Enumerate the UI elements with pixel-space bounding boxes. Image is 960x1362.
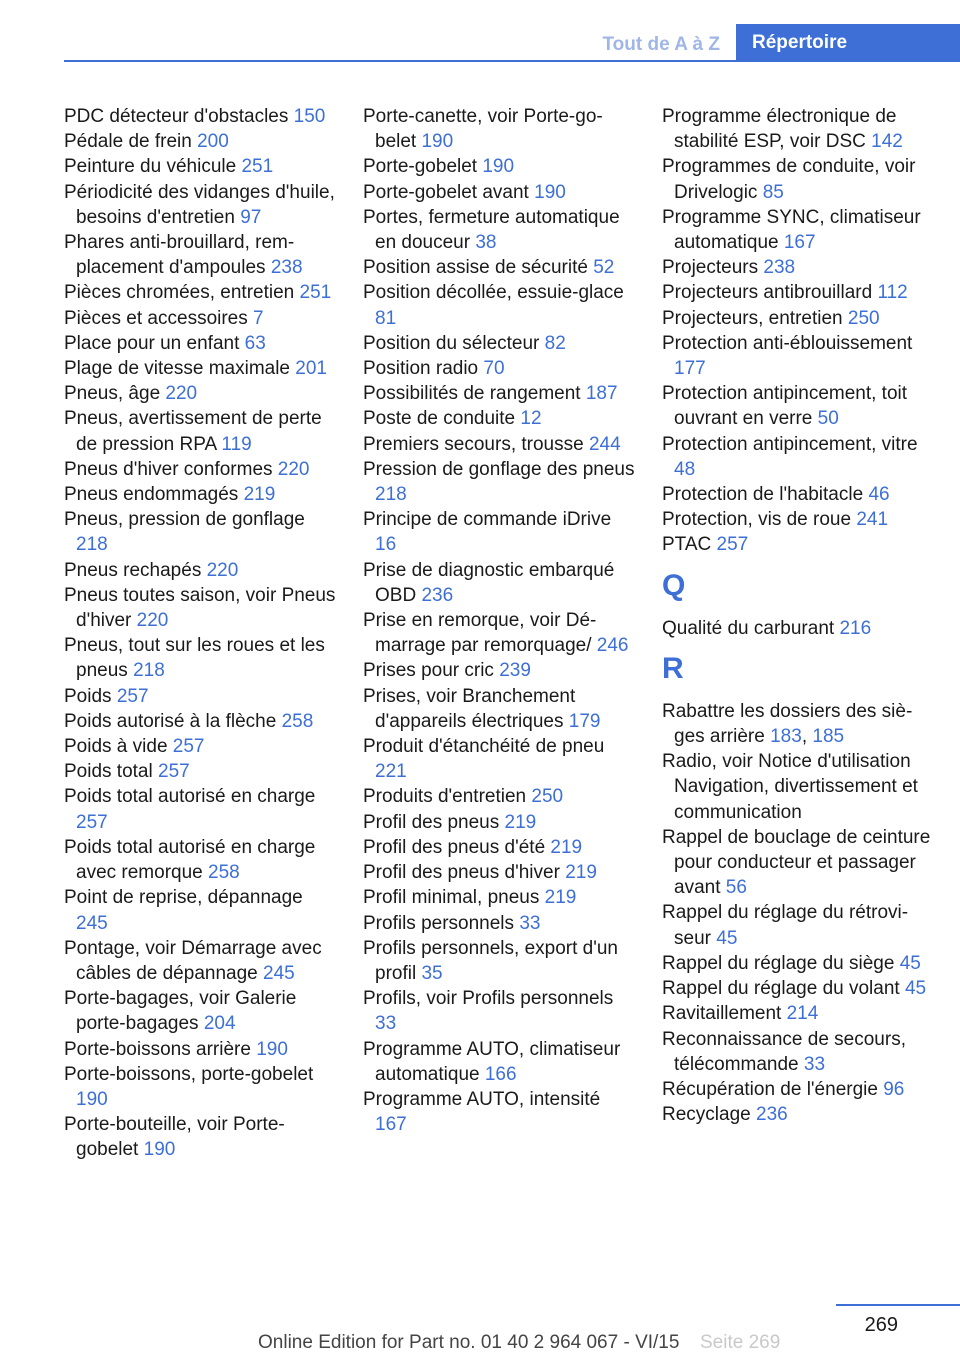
page-reference-link[interactable]: 50 [817, 408, 839, 430]
page-reference-link[interactable]: 7 [253, 307, 264, 329]
index-entry [662, 507, 934, 532]
index-entry-text: Reconnaissance de secours, télécommande [662, 1028, 906, 1075]
index-entry [363, 205, 635, 255]
page-reference-link[interactable]: 70 [483, 358, 505, 380]
index-entry [662, 1001, 934, 1026]
index-entry [363, 608, 635, 658]
index-entry [64, 280, 336, 305]
page-reference-link[interactable]: 258 [208, 862, 240, 884]
index-entry [64, 507, 336, 557]
edition-line: Online Edition for Part no. 01 40 2 964 067 - VI/15 [258, 1332, 680, 1353]
index-entry [64, 180, 336, 230]
index-entry-text: Poste de conduite [363, 408, 516, 430]
page-reference-link[interactable]: 33 [375, 1013, 397, 1035]
index-entry [64, 759, 336, 784]
index-entry-text: Position décollée, essuie-glace [363, 282, 624, 304]
page-reference-link[interactable]: 56 [725, 877, 747, 899]
index-entry-text: PTAC [662, 534, 712, 556]
index-entry-text: Produits d'entretien [363, 786, 527, 808]
page-reference-link[interactable]: 167 [783, 232, 816, 254]
index-entry-text: Ravitaillement [662, 1003, 782, 1025]
index-entry [363, 658, 635, 683]
index-column-1 [64, 104, 336, 1163]
page-number: 269 [864, 1314, 898, 1336]
page-reference-link[interactable]: 214 [786, 1003, 819, 1025]
index-entry [64, 583, 336, 633]
index-entry [64, 1062, 336, 1112]
index-entry [363, 784, 635, 809]
index-entry-text: Rappel du réglage du volant [662, 978, 900, 1000]
index-entry [363, 558, 635, 608]
page-reference-link[interactable]: 218 [133, 660, 165, 682]
index-entry [363, 331, 635, 356]
index-entry-text: Poids total autorisé en charge avec remorque [64, 836, 316, 884]
page-reference-link[interactable]: 52 [593, 257, 615, 279]
page-reference-link[interactable]: 250 [531, 786, 564, 808]
index-entry-text: Pneus, âge [64, 383, 161, 405]
index-entry [363, 835, 635, 860]
index-letter-heading: Q [662, 568, 686, 602]
index-entry [64, 633, 336, 683]
page-reference-link[interactable]: 250 [847, 307, 880, 329]
index-entry-text: Rappel du réglage du rétroviseur [662, 902, 909, 949]
page-reference-link[interactable]: 236 [421, 584, 454, 606]
index-column-2 [363, 104, 635, 1137]
index-entry [363, 280, 635, 330]
page-reference-link[interactable]: 219 [243, 484, 276, 506]
index-entry [64, 1112, 336, 1162]
page-reference-link[interactable]: 12 [520, 408, 542, 430]
index-entry-text: Profils personnels, export d'un profil [363, 937, 618, 984]
index-entry-text: Pneus d'hiver conformes [64, 458, 273, 480]
index-entry-text: Pneus endommagés [64, 484, 239, 506]
index-entry [363, 381, 635, 406]
index-entry [363, 356, 635, 381]
page-reference-link[interactable]: 33 [803, 1053, 826, 1075]
index-entry [64, 734, 336, 759]
index-entry-text: Prises, voir Branchement d'appareils électriques [363, 685, 576, 732]
index-entry-text: Protection de l'habitacle [662, 484, 864, 506]
index-entry [363, 1037, 635, 1087]
page-reference-link[interactable]: 81 [375, 307, 397, 329]
page-reference-link[interactable]: 190 [421, 131, 454, 153]
index-entry [363, 810, 635, 835]
index-entry [363, 180, 635, 205]
index-entry [363, 860, 635, 885]
index-entry-text: Protection antipincement, vitre [662, 433, 918, 455]
index-entry-text: Programme électronique de stabilité ESP, voir DSC [662, 106, 897, 153]
index-entry-text: Rabattre les dossiers des sièges arrière [662, 700, 913, 748]
index-entry [662, 749, 934, 825]
page-reference-link[interactable]: 200 [197, 131, 229, 153]
page-reference-link[interactable]: 112 [877, 282, 908, 304]
index-entry [363, 986, 635, 1036]
index-entry [64, 457, 336, 482]
page-reference-link[interactable]: 257 [76, 811, 108, 833]
page-reference-link[interactable]: 119 [221, 433, 252, 455]
index-entry [662, 205, 934, 255]
page-reference-link[interactable]: 97 [240, 206, 262, 228]
page-reference-link[interactable]: 236 [756, 1104, 788, 1126]
page-reference-link[interactable]: 257 [716, 534, 749, 556]
index-entry-text: Profil des pneus d'hiver [363, 862, 560, 884]
index-entry [363, 255, 635, 280]
index-entry [662, 482, 934, 507]
index-entry [64, 331, 336, 356]
page-reference-link[interactable]: 257 [158, 761, 190, 783]
index-entry-text: Porte-bagages, voir Galerie porte-bagages [64, 988, 297, 1035]
index-entry-text: Porte-gobelet avant [363, 181, 529, 203]
index-entry [64, 129, 336, 154]
page-reference-link[interactable]: 190 [534, 181, 566, 203]
index-entry [662, 951, 934, 976]
page-header [64, 24, 960, 62]
index-entry [363, 911, 635, 936]
index-entry [363, 885, 635, 910]
index-column-3 [662, 104, 934, 1127]
page-reference-link[interactable]: 183 [770, 726, 802, 748]
index-entry-text: Portes, fermeture automatique en douceur [363, 206, 620, 254]
index-entry: Rabattre les dossiers des sièges arrière 183, 185 [662, 700, 913, 748]
index-entry-text: Position du sélecteur [363, 332, 540, 354]
page-reference-link[interactable]: 238 [763, 257, 796, 279]
index-entry-text: Profil minimal, pneus [363, 887, 540, 909]
index-entry-text: Projecteurs antibrouillard [662, 282, 873, 304]
index-entry-text: Pneus toutes saison, voir Pneus d'hiver [64, 584, 336, 632]
index-entry-text: Porte-boissons arrière [64, 1038, 251, 1060]
index-entry-text: Programme SYNC, climatiseur automatique [662, 206, 921, 254]
index-entry [662, 306, 934, 331]
index-entry [662, 1027, 934, 1077]
index-entry [662, 900, 934, 950]
index-entry [662, 532, 934, 557]
page-reference-link[interactable]: 35 [421, 962, 443, 984]
page-reference-link[interactable]: 204 [203, 1013, 236, 1035]
index-entry-text: Peinture du véhicule [64, 156, 237, 178]
page-reference-link[interactable]: 142 [871, 131, 903, 153]
index-entry [64, 835, 336, 885]
page-reference-link[interactable]: 201 [295, 358, 327, 380]
index-entry-text: Pneus, tout sur les roues et les pneus [64, 635, 325, 682]
page-reference-link[interactable]: 177 [674, 358, 706, 380]
page-reference-link[interactable]: 244 [588, 433, 621, 455]
index-entry-text: Programmes de conduite, voir Drivelogic [662, 156, 916, 203]
index-entry-text: Produit d'étanchéité de pneu [363, 736, 605, 758]
index-entry [662, 1077, 934, 1102]
index-entry [662, 976, 934, 1001]
index-entry [64, 936, 336, 986]
index-entry [363, 936, 635, 986]
index-entry-text: Place pour un enfant [64, 332, 240, 354]
page-reference-link[interactable]: 220 [165, 383, 198, 405]
page-reference-link[interactable]: 190 [482, 156, 515, 178]
index-entry-text: Pneus rechapés [64, 559, 202, 581]
index-entry [662, 616, 934, 641]
index-entry [662, 104, 934, 154]
page-reference-link[interactable]: 166 [484, 1063, 517, 1085]
page-reference-link[interactable]: 257 [116, 685, 149, 707]
index-entry-text: Protection anti-éblouissement [662, 332, 913, 354]
page-reference-link[interactable]: 239 [499, 660, 531, 682]
index-entry-text: Prise en remorque, voir Démarrage par remorquage/ [363, 610, 597, 657]
page-reference-link[interactable]: 85 [762, 181, 784, 203]
index-entry-text: Rappel de bouclage de ceinture pour conducteur et passager avant [662, 826, 931, 899]
index-entry-text: Pédale de frein [64, 131, 192, 153]
index-entry-text: Plage de vitesse maximale [64, 358, 290, 380]
page-reference-link[interactable]: 220 [136, 610, 169, 632]
index-entry-text: Profil des pneus d'été [363, 836, 546, 858]
index-entry-text: Prises pour cric [363, 660, 494, 682]
index-entry [363, 154, 635, 179]
index-entry [64, 356, 336, 381]
page-reference-link[interactable]: 219 [565, 862, 597, 884]
page-reference-link[interactable]: 190 [76, 1088, 108, 1110]
page-reference-link[interactable]: 251 [299, 282, 332, 304]
index-entry-text: Prise de diagnostic embarqué OBD [363, 559, 615, 606]
page-reference-link[interactable]: 219 [550, 836, 583, 858]
index-entry-text: Position assise de sécurité [363, 257, 588, 279]
index-entry-text: Programme AUTO, intensité [363, 1088, 601, 1110]
index-entry [64, 784, 336, 834]
index-entry-text: Programme AUTO, climatiseur automatique [363, 1038, 621, 1085]
page-reference-link[interactable]: 245 [263, 962, 295, 984]
page-reference-link[interactable]: 46 [868, 484, 890, 506]
index-entry [662, 255, 934, 280]
index-entry-text: Possibilités de rangement [363, 383, 581, 405]
index-entry [64, 885, 336, 935]
index-entry [64, 306, 336, 331]
section-tab-repertoire: Répertoire [736, 24, 960, 62]
index-entry-text: Rappel du réglage du siège [662, 952, 895, 974]
header-rule [64, 60, 960, 62]
index-entry-text: Porte-bouteille, voir Porte-gobelet [64, 1114, 285, 1161]
index-entry [64, 482, 336, 507]
index-entry [363, 432, 635, 457]
index-entry-text: Porte-boissons, porte-gobelet [64, 1063, 314, 1085]
index-entry-text: Poids total [64, 761, 153, 783]
index-entry [64, 709, 336, 734]
index-entry [662, 1102, 934, 1127]
index-entry-text: Pontage, voir Démarrage avec câbles de dépannage [64, 937, 322, 984]
page-reference-link[interactable]: 45 [899, 952, 921, 974]
page-reference-link[interactable]: 48 [674, 458, 696, 480]
index-entry-text: Point de reprise, dépannage [64, 887, 303, 909]
page-reference-link[interactable]: 220 [206, 559, 239, 581]
section-tab-tout-de-a-a-z: Tout de A à Z [602, 34, 720, 55]
index-entry [64, 684, 336, 709]
index-entry-text: Position radio [363, 358, 479, 380]
index-entry [363, 507, 635, 557]
index-entry-text: Projecteurs, entretien [662, 307, 843, 329]
index-entry-text: Pièces chromées, entretien [64, 282, 295, 304]
page-reference-link[interactable]: 150 [293, 106, 326, 127]
page-reference-link[interactable]: 190 [143, 1139, 176, 1161]
index-entry [662, 154, 934, 204]
page-reference-link[interactable]: 220 [277, 458, 310, 480]
index-entry-text: Pièces et accessoires [64, 307, 248, 329]
page-reference-link[interactable]: 185 [812, 726, 845, 748]
page-reference-link[interactable]: 179 [568, 710, 601, 732]
page-reference-link[interactable]: 187 [585, 383, 618, 405]
index-entry [662, 432, 934, 482]
page-reference-link[interactable]: 219 [504, 811, 537, 833]
page-reference-link[interactable]: 218 [375, 484, 407, 506]
index-entry [64, 986, 336, 1036]
index-entry-text: PDC détecteur d'obstacles [64, 106, 289, 127]
page-reference-link[interactable]: 241 [856, 509, 889, 531]
page-reference-link[interactable]: 218 [76, 534, 108, 556]
page-reference-link[interactable]: 258 [281, 710, 314, 732]
page-reference-link[interactable]: 167 [375, 1114, 407, 1136]
index-entry [64, 406, 336, 456]
index-entry-text: Protection antipincement, toit ouvrant en verre [662, 383, 908, 430]
index-entry [64, 1037, 336, 1062]
page-reference-link[interactable]: 45 [716, 927, 738, 949]
index-entry-text: Recyclage [662, 1104, 751, 1126]
index-entry-text: Périodicité des vidanges d'huile, besoins d'entretien [64, 181, 335, 228]
footer-rule [836, 1304, 960, 1306]
index-entry-text: Profil des pneus [363, 811, 500, 833]
page-reference-link[interactable]: 257 [172, 736, 205, 758]
index-entry-text: Poids total autorisé en charge [64, 786, 316, 808]
index-entry [363, 406, 635, 431]
page-reference-link[interactable]: 82 [544, 332, 566, 354]
index-entry-text: Poids [64, 685, 112, 707]
index-letter-heading: R [662, 651, 684, 685]
index-entry [363, 734, 635, 784]
page-reference-link[interactable]: 246 [596, 635, 629, 657]
index-entry [64, 104, 336, 129]
index-entry [363, 457, 635, 507]
index-entry-text: Premiers secours, trousse [363, 433, 584, 455]
index-entry-text: Phares anti-brouillard, remplacement d'ampoules [64, 232, 295, 279]
index-entry-text: Poids à vide [64, 736, 168, 758]
page-reference-link[interactable]: 38 [475, 232, 497, 254]
page-reference-link[interactable]: 96 [883, 1078, 905, 1100]
index-entry [662, 381, 934, 431]
index-entry-text: Pression de gonflage des pneus [363, 458, 635, 480]
index-entry-text: Pneus, avertissement de perte de pression RPA [64, 408, 322, 455]
page-reference-link[interactable]: 16 [375, 534, 397, 556]
index-entry [662, 825, 934, 901]
page-reference-link[interactable]: 251 [241, 156, 274, 178]
page-reference-link[interactable]: 216 [839, 617, 872, 639]
index-entry-text: Profils, voir Profils personnels [363, 988, 614, 1010]
index-entry-text: Protection, vis de roue [662, 509, 852, 531]
index-entry-text: Projecteurs [662, 257, 759, 279]
page-reference-link[interactable]: 45 [904, 978, 927, 1000]
page-reference-link[interactable]: 219 [544, 887, 577, 909]
index-entry-text: Récupération de l'énergie [662, 1078, 878, 1100]
index-entry-text: Porte-canette, voir Porte-gobelet [363, 106, 603, 153]
index-entry [363, 104, 635, 154]
index-entry-text: Qualité du carburant [662, 617, 835, 639]
index-entry-text: Radio, voir Notice d'utilisation Navigation, divertissement et communication [662, 751, 918, 823]
index-entry-text: Poids autorisé à la flèche [64, 710, 277, 732]
page-reference-link[interactable]: 190 [256, 1038, 288, 1060]
index-entry [64, 154, 336, 179]
index-entry-text: Porte-gobelet [363, 156, 478, 178]
index-entry [363, 684, 635, 734]
index-entry-text: Profils personnels [363, 912, 515, 934]
index-entry [363, 1087, 635, 1137]
index-entry-text: Principe de commande iDrive [363, 509, 612, 531]
page-reference-link[interactable]: 63 [244, 332, 266, 354]
watermark: Seite 269 [700, 1332, 781, 1353]
page-reference-link[interactable]: 245 [76, 912, 108, 934]
index-entry [64, 558, 336, 583]
index-entry [662, 331, 934, 381]
index-entry-text: Pneus, pression de gonflage [64, 509, 305, 531]
index-entry [662, 280, 934, 305]
index-entry [64, 230, 336, 280]
page-reference-link[interactable]: 221 [375, 761, 407, 783]
index-entry [64, 381, 336, 406]
page-reference-link[interactable]: 238 [270, 257, 303, 279]
page-reference-link[interactable]: 33 [519, 912, 541, 934]
